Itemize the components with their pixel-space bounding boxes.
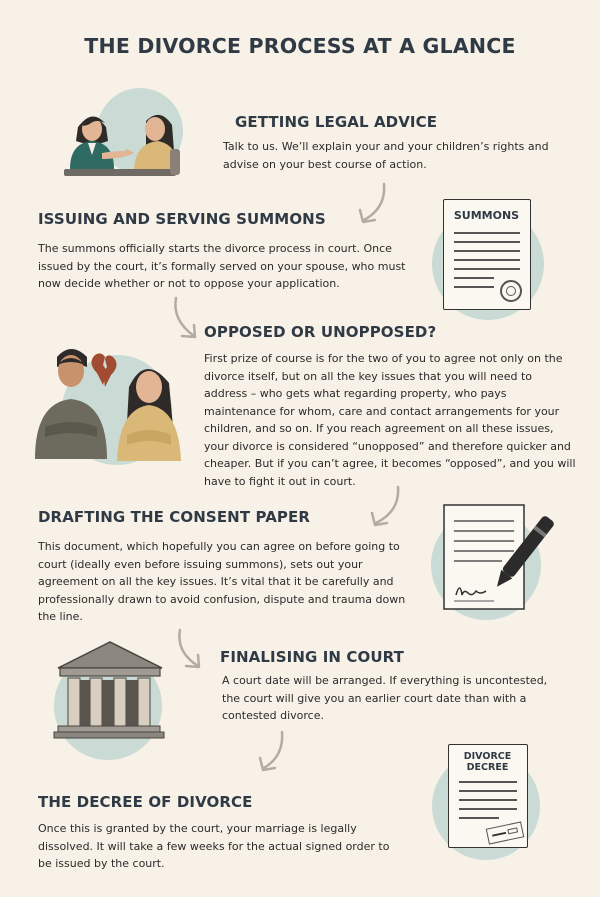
decree-label-line2: DECREE <box>466 762 509 773</box>
consultation-illustration <box>60 95 190 185</box>
step-6-body: Once this is granted by the court, your marriage is legally dissolved. It will take a few weeks for the actual signed order to be issued by the court. <box>38 822 390 870</box>
curved-arrow-icon <box>258 730 298 776</box>
step-6-heading: THE DECREE OF DIVORCE <box>38 793 253 811</box>
decree-label-line1: DIVORCE <box>463 751 512 762</box>
curved-arrow-icon <box>172 628 212 674</box>
step-4-body: This document, which hopefully you can agree on before going to court (ideally even before issuing summons), sets out your agreement on all the key issues. It’s vital that it be carefully and professionally drawn to avoid confusion, dispute and trauma down the line. <box>38 540 406 623</box>
summons-document-label: SUMMONS <box>453 209 520 222</box>
curved-arrow-icon <box>368 485 408 531</box>
page-title: THE DIVORCE PROCESS AT A GLANCE <box>84 34 516 58</box>
step-5-body: A court date will be arranged. If everything is uncontested, the court will give you an earlier court date than with a contested divorce. <box>222 674 548 722</box>
summons-document-illustration <box>443 199 531 310</box>
step-3-body: First prize of course is for the two of you to agree not only on the divorce itself, but on all the key issues that you will need to address – who gets what regarding property, who pays maintenance for whom, care and contact arrangements for your children, and so on. If you reach agreement on all these issues, your divorce is considered “unopposed” and therefore quicker and cheaper. But if you can’t agree, it becomes “opposed”, and you will have to fight it out in court. <box>204 352 576 488</box>
divorce-decree-illustration <box>448 744 528 848</box>
curved-arrow-icon <box>356 182 396 228</box>
step-2-body: The summons officially starts the divorce process in court. Once issued by the court, it’s formally served on your spouse, who must now decide whether or not to oppose your application. <box>38 242 406 290</box>
curved-arrow-icon <box>168 296 208 344</box>
signed-order-icon <box>486 821 525 844</box>
courthouse-illustration <box>54 640 164 746</box>
step-2-heading: ISSUING AND SERVING SUMMONS <box>38 210 326 228</box>
step-3-heading: OPPOSED OR UNOPPOSED? <box>204 323 437 341</box>
seal-icon <box>500 280 522 302</box>
signed-document-pen-illustration <box>442 503 552 613</box>
step-5-heading: FINALISING IN COURT <box>220 648 404 666</box>
step-1-body: Talk to us. We’ll explain your and your children’s rights and advise on your best course of action. <box>223 140 549 171</box>
step-1-heading: GETTING LEGAL ADVICE <box>235 113 438 131</box>
step-4-heading: DRAFTING THE CONSENT PAPER <box>38 508 310 526</box>
arguing-couple-illustration <box>33 343 183 463</box>
